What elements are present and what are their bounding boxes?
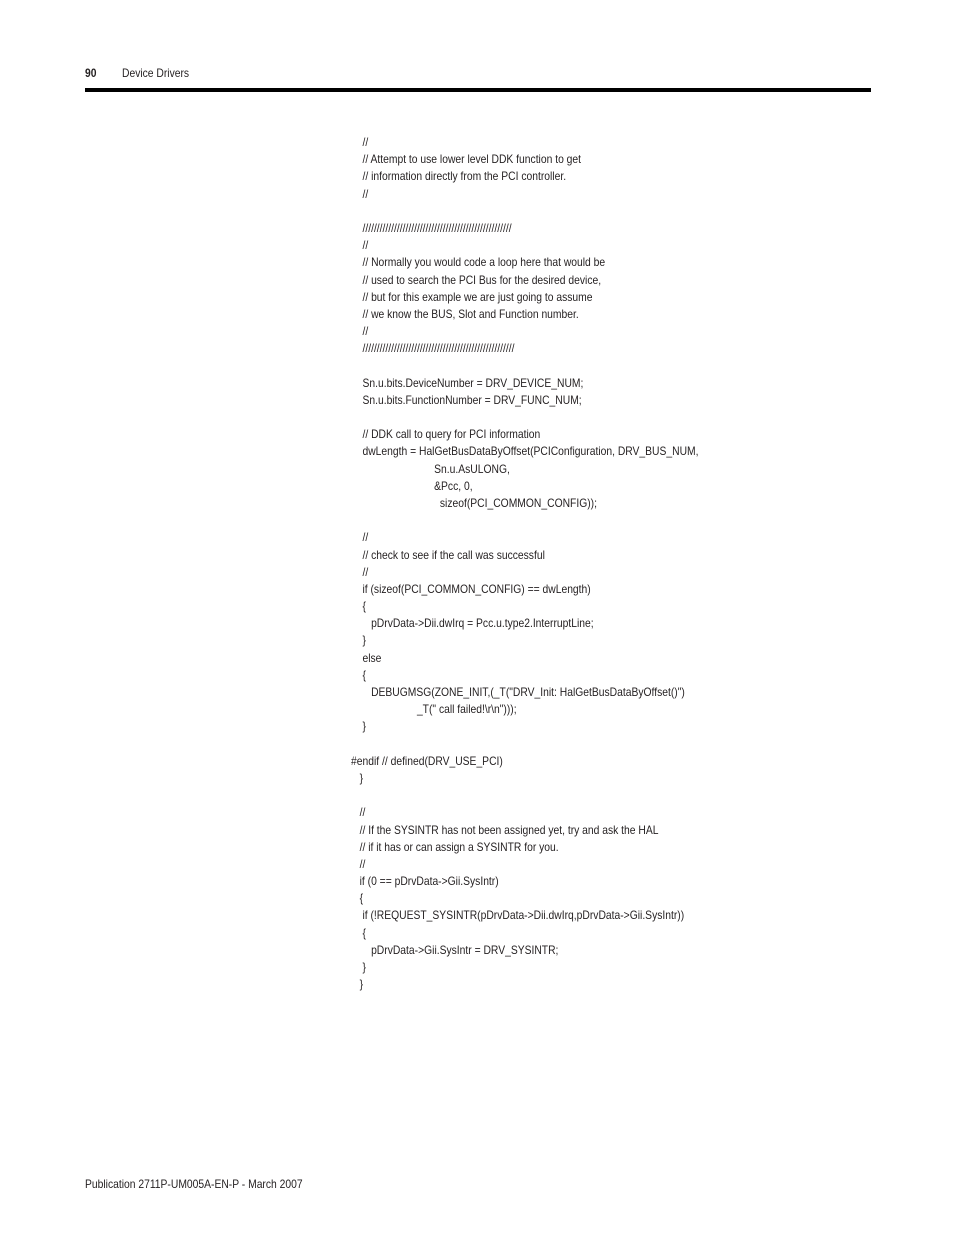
page-number: 90 bbox=[85, 66, 97, 80]
code-line: { bbox=[351, 925, 366, 940]
code-line: Sn.u.AsULONG, bbox=[351, 461, 510, 476]
code-line bbox=[351, 512, 781, 529]
code-line bbox=[351, 787, 781, 804]
code-line: } bbox=[351, 633, 366, 648]
code-line: //////////////////////////////////////////////////// bbox=[351, 220, 512, 235]
code-line: // but for this example we are just going to assume bbox=[351, 289, 593, 304]
code-line: } bbox=[351, 960, 366, 974]
code-line bbox=[351, 409, 781, 426]
code-line: sizeof(PCI_COMMON_CONFIG)); bbox=[351, 495, 597, 510]
code-line: } bbox=[351, 719, 366, 734]
code-line: // bbox=[351, 805, 366, 820]
code-line: pDrvData->Gii.SysIntr = DRV_SYSINTR; bbox=[351, 942, 559, 957]
code-line: // used to search the PCI Bus for the desired device, bbox=[351, 272, 602, 287]
code-line: if (!REQUEST_SYSINTR(pDrvData->Dii.dwIrq,pDrvData->Gii.SysIntr)) bbox=[351, 908, 685, 923]
code-line: ///////////////////////////////////////////////////// bbox=[351, 341, 515, 356]
code-line: // bbox=[351, 135, 369, 149]
page-header bbox=[0, 0, 954, 100]
code-line: } bbox=[351, 770, 364, 785]
code-line: // information directly from the PCI controller. bbox=[351, 169, 567, 184]
code-line: { bbox=[351, 891, 364, 906]
code-listing bbox=[351, 134, 851, 993]
code-line: // bbox=[351, 856, 366, 871]
header-rule bbox=[85, 88, 871, 92]
code-line bbox=[351, 357, 781, 374]
code-line: pDrvData->Dii.dwIrq = Pcc.u.type2.InterruptLine; bbox=[351, 616, 594, 631]
code-line: // bbox=[351, 324, 369, 339]
code-line: // Attempt to use lower level DDK function to get bbox=[351, 152, 582, 167]
code-line: { bbox=[351, 599, 366, 614]
code-line bbox=[351, 203, 781, 220]
code-line: DEBUGMSG(ZONE_INIT,(_T("DRV_Init: HalGetBusDataByOffset()") bbox=[351, 685, 685, 699]
code-line: if (0 == pDrvData->Gii.SysIntr) bbox=[351, 874, 499, 889]
code-line: _T(" call failed!\r\n"))); bbox=[351, 702, 517, 717]
code-line: if (sizeof(PCI_COMMON_CONFIG) == dwLength) bbox=[351, 581, 591, 596]
code-line: { bbox=[351, 667, 366, 682]
code-line: // bbox=[351, 238, 369, 253]
code-line: } bbox=[351, 977, 364, 992]
code-line: // Normally you would code a loop here that would be bbox=[351, 255, 606, 270]
code-line: // check to see if the call was successful bbox=[351, 547, 545, 562]
code-line: else bbox=[351, 650, 382, 665]
code-line: // If the SYSINTR has not been assigned yet, try and ask the HAL bbox=[351, 822, 659, 837]
code-line: #endif // defined(DRV_USE_PCI) bbox=[351, 753, 503, 768]
code-line: // bbox=[351, 186, 369, 201]
code-line: Sn.u.bits.FunctionNumber = DRV_FUNC_NUM; bbox=[351, 392, 582, 407]
code-line: // bbox=[351, 564, 369, 579]
code-line: // we know the BUS, Slot and Function number. bbox=[351, 306, 579, 321]
code-line: // DDK call to query for PCI information bbox=[351, 427, 541, 442]
code-line: // bbox=[351, 530, 369, 545]
code-line bbox=[351, 736, 781, 753]
code-line: dwLength = HalGetBusDataByOffset(PCIConfiguration, DRV_BUS_NUM, bbox=[351, 444, 699, 459]
publication-footer: Publication 2711P-UM005A-EN-P - March 2007 bbox=[85, 1177, 303, 1191]
code-line: &Pcc, 0, bbox=[351, 478, 473, 493]
code-line: // if it has or can assign a SYSINTR for you. bbox=[351, 839, 559, 854]
code-line: Sn.u.bits.DeviceNumber = DRV_DEVICE_NUM; bbox=[351, 375, 584, 390]
section-title: Device Drivers bbox=[122, 66, 190, 80]
